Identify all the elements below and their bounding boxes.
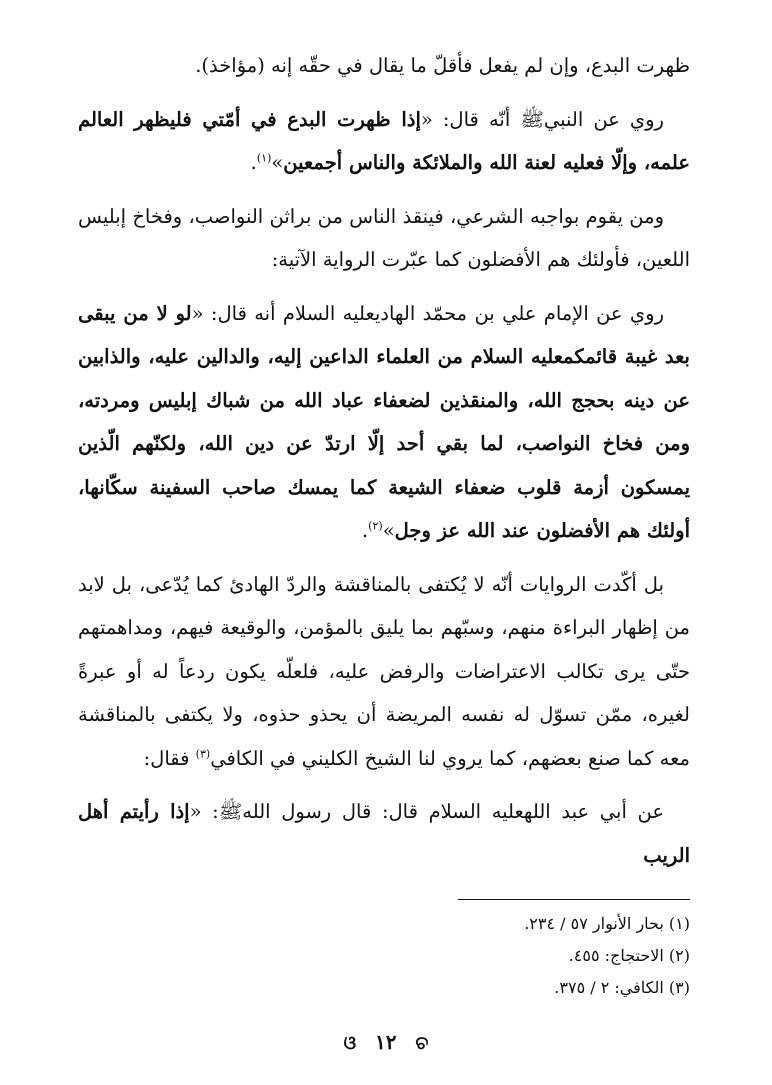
page-number: ١٢ bbox=[375, 1030, 397, 1054]
footnote-marker: (٣) bbox=[195, 747, 211, 760]
paragraph bbox=[78, 195, 690, 282]
paragraph bbox=[78, 563, 690, 781]
text-run: روي عن النبيﷺ أنّه قال: « bbox=[420, 107, 664, 131]
ornament-left: ଓ bbox=[343, 1033, 357, 1054]
text-run: » bbox=[271, 151, 284, 174]
footnote-marker: (١) bbox=[256, 151, 272, 165]
footnote-separator bbox=[458, 899, 690, 900]
paragraph bbox=[78, 790, 690, 877]
quoted-text: لو لا من يبقى بعد غيبة قائمكمعليه السلام من العلماء الداعين إليه، والدالين عليه، والذابين عن دينه بحجج الله، والمنقذين لضعفاء عباد الله من شباك إبليس ومردته، ومن فخاخ النواصب، لما بقي أحد إلّا ارتدّ عن دين الله، ولكنّهم الّذين يمسكون أزمة قلوب ضعفاء الشيعة كما يمسك صاحب السفينة سكّانها، أولئك هم الأفضلون عند الله عز وجل bbox=[78, 301, 690, 542]
text-run: روي عن الإمام علي بن محمّد الهاديعليه السلام أنه قال: « bbox=[191, 301, 664, 325]
text-run: ظهرت البدع، وإن لم يفعل فأقلّ ما يقال في حقّه إنه (مؤاخذ). bbox=[195, 54, 690, 77]
main-text bbox=[78, 44, 690, 887]
footnote-marker: (٢) bbox=[368, 519, 383, 533]
text-run: . bbox=[361, 519, 369, 542]
text-run: بل أكّدت الروايات أنّه لا يُكتفى بالمناقشة والردّ الهادئ كما يُدّعى، بل لابد من إظهار البراءة منهم، وسبّهم بما يليق بالمؤمن، والوقيعة فيهم، ومداهمتهم حتّى يرى تكالب الاعتراضات والرفض عليه، فلعلّه يكون ردعاً له أو عبرةً لغيره، ممّن تسوّل له نفسه المريضة أن يحذو حذوه، ولا يكتفى بالمناقشة معه كما صنع بعضهم، كما يروي لنا الشيخ الكليني في الكافي bbox=[78, 572, 690, 770]
footnote: (٣) الكافي: ٢ / ٣٧٥. bbox=[554, 978, 690, 997]
footnotes bbox=[78, 908, 690, 1004]
text-run: ومن يقوم بواجبه الشرعي، فينقذ الناس من براثن النواصب، وفخاخ إبليس اللعين، فأولئك هم الأفضلون كما عبّرت الرواية الآتية: bbox=[78, 204, 690, 271]
quoted-text: إذا رأيتم أهل الريب bbox=[78, 800, 690, 867]
ornament-right: ଚ bbox=[415, 1033, 429, 1054]
text-run: . bbox=[250, 151, 257, 174]
quoted-text: إذا ظهرت البدع في أمّتي فليظهر العالم علمه، وإلّا فعليه لعنة الله والملائكة والناس أجمعين bbox=[78, 107, 690, 174]
page-number-block bbox=[0, 1030, 772, 1054]
paragraph bbox=[78, 292, 690, 553]
text-run: » bbox=[382, 519, 395, 542]
paragraph bbox=[78, 44, 690, 88]
footnote: (٢) الاحتجاج: ٤٥٥. bbox=[568, 946, 690, 965]
paragraph bbox=[78, 98, 690, 185]
text-run: فقال: bbox=[143, 746, 196, 770]
text-run: عن أبي عبد اللهعليه السلام قال: قال رسول اللهﷺ: « bbox=[189, 800, 664, 823]
footnote: (١) بحار الأنوار ٥٧ / ٢٣٤. bbox=[524, 914, 690, 933]
